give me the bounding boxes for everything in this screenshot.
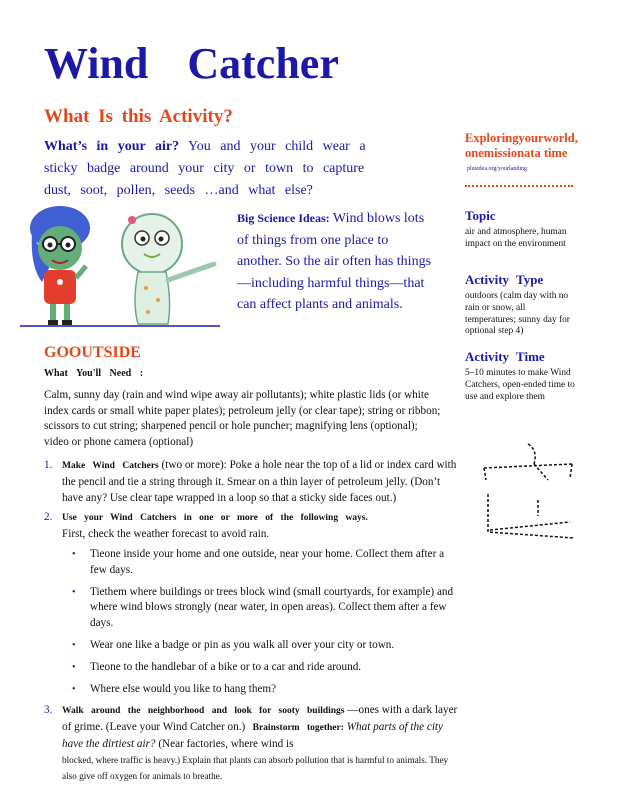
step-text: First, check the weather forecast to avoid rain.: [62, 528, 270, 541]
step-text: (two or more): Poke a hole near the top of a lid or index card with the pencil and tie a string through it. Smear on a thin layer of petroleum jelly. (Don’t have any? Use clear tape wrapped in a loop so that a sticky side faces out.): [62, 459, 457, 504]
topic-text: air and atmosphere, human impact on the environment: [465, 227, 567, 249]
children-illustration: [20, 206, 224, 330]
girl-illustration: [30, 206, 90, 325]
list-item: • Where else would you like to hang them?: [62, 682, 460, 698]
step-number: 2.: [44, 511, 53, 524]
creature-illustration: [122, 214, 214, 324]
intro-paragraph: [44, 136, 394, 202]
intro-question: What’s in your air?: [44, 139, 180, 154]
list-item: • Tieone to the handlebar of a bike or to a car and ride around.: [62, 660, 460, 676]
activity-type-label: Activity Type: [465, 272, 544, 287]
step-number: 3.: [44, 704, 53, 717]
intro-text: You and your child wear a sticky badge around your city or town to capture dust, soot, pollen, seeds …and what else?: [44, 139, 366, 198]
go-outside-heading: GOOUTSIDE: [44, 344, 141, 361]
step-question: What parts of the city have the dirtiest air?: [62, 721, 444, 750]
step-lead: Walk around the neighborhood and look for sooty buildings: [62, 706, 345, 717]
step-lead: Use your Wind Catchers in one or more of the following ways.: [62, 513, 368, 524]
activity-time-label: Activity Time: [465, 349, 545, 364]
big-ideas-paragraph: [237, 208, 433, 316]
big-ideas-label: Big Science Ideas:: [237, 211, 330, 225]
page-title: Wind Catcher: [44, 39, 339, 88]
materials-list: Calm, sunny day (rain and wind wipe away air pollutants); white plastic lids (or white index cards or small white paper plates); petroleum jelly (or clear tape); string or ribbon; scissors to cut string; sharpened pencil or hole puncher; magnifying lens (optional); video or phone camera (optional): [44, 389, 441, 448]
sidebar-heading: Exploringyourworld, onemissionata time: [465, 131, 578, 160]
step-small-text: blocked, where traffic is heavy.) Explain that plants can absorb pollution that is harmful to animals. They also give off oxygen for animals to breathe.: [62, 754, 449, 781]
step-2: [44, 510, 460, 697]
step-text-2: (Near factories, where wind is: [155, 737, 294, 750]
topic-label: Topic: [465, 208, 496, 223]
need-label: What You'll Need :: [44, 368, 144, 379]
wind-catcher-sketch: [478, 440, 578, 562]
list-item: • Tiethem where buildings or trees block wind (small courtyards, for example) and where wind blows strongly (near water, in open areas). Collect them after a few days.: [62, 585, 460, 632]
sidebar-divider: [465, 185, 573, 189]
ways-list: [62, 547, 460, 697]
step-1: [44, 458, 460, 506]
step-3: [44, 703, 460, 784]
activity-type-text: outdoors (calm day with no rain or snow, all temperatures; sunny day for optional step 4): [465, 291, 570, 337]
activity-time-text: 5–10 minutes to make Wind Catchers, open-ended time to use and explore them: [465, 368, 575, 402]
instructions-list: [44, 458, 460, 788]
big-ideas-text: Wind blows lots of things from one place to another. So the air often has things—including harmful things—that can affect plants and animals.: [237, 211, 432, 313]
step-lead: Make Wind Catchers: [62, 461, 159, 471]
step-lead-brainstorm: Brainstorm together:: [245, 723, 344, 734]
what-is-heading: What Is this Activity?: [44, 106, 233, 127]
list-item: • Tieone inside your home and one outside, near your home. Collect them after a few days.: [62, 547, 460, 579]
step-text: —ones with a dark layer of grime. (Leave your Wind Catcher on.): [62, 704, 458, 734]
sidebar-url: plusidea.org/yourlanding: [467, 166, 528, 172]
list-item: • Wear one like a badge or pin as you walk all over your city or town.: [62, 638, 460, 654]
step-number: 1.: [44, 459, 53, 471]
